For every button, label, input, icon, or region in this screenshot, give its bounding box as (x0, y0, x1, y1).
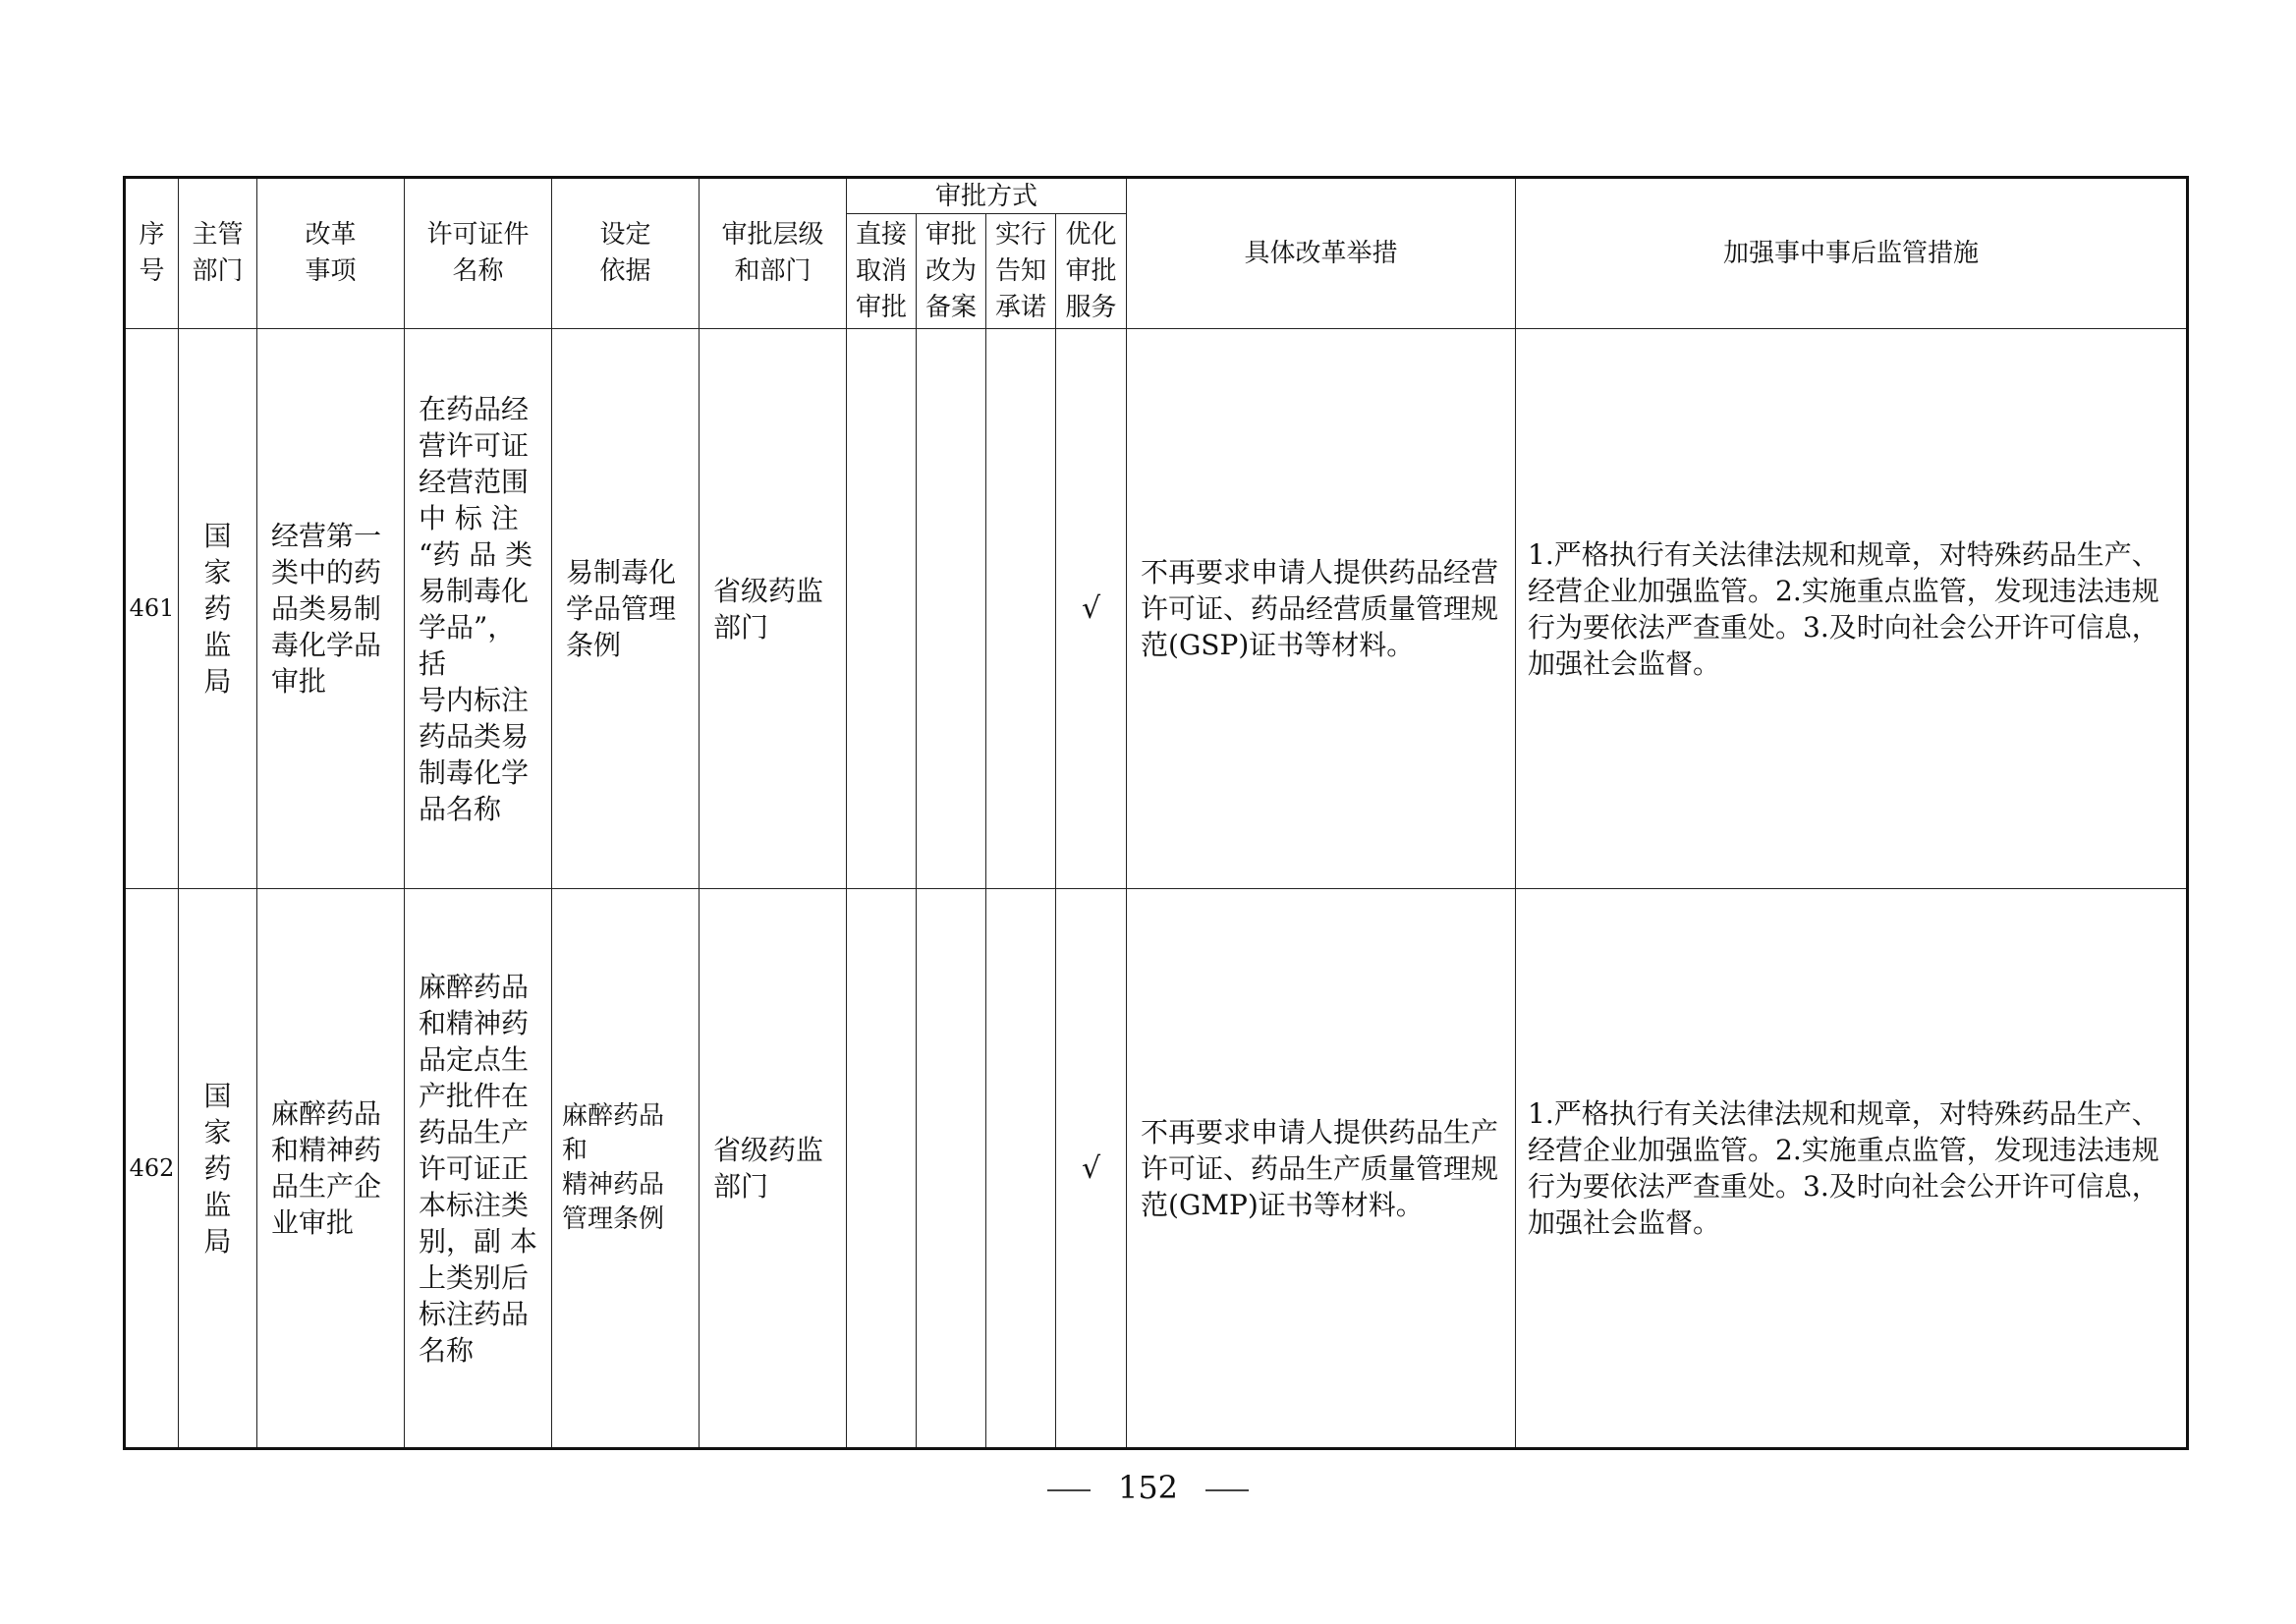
row-seq: 462 (125, 889, 179, 1449)
header-supervision: 加强事中事后监管措施 (1516, 178, 2188, 329)
row-dept: 国 家 药 监 局 (203, 1079, 232, 1258)
page-footer (0, 1469, 2296, 1506)
row-method-cancel (847, 889, 917, 1449)
header-seq: 序 号 (125, 178, 179, 329)
footer-dash-left (1047, 1489, 1091, 1491)
header-method-filing: 审批 改为 备案 (917, 214, 986, 329)
row-supervision: 1.严格执行有关法律法规和规章，对特殊药品生产、经营企业加强监管。2.实施重点监管，发现违法违规行为要依法严查重处。3.及时向社会公开许可信息，加强社会监督。 (1528, 1097, 2159, 1239)
row-dept: 国 家 药 监 局 (203, 520, 232, 698)
header-measures: 具体改革举措 (1127, 178, 1516, 329)
table-row (125, 329, 2188, 889)
header-level: 审批层级 和部门 (700, 178, 847, 329)
header-basis: 设定 依据 (552, 178, 700, 329)
header-row-1 (125, 178, 2188, 214)
table-row (125, 889, 2188, 1449)
reform-table (123, 176, 2189, 1450)
row-permit: 麻醉药品 和精神药 品定点生 产批件在 药品生产 许可证正 本标注类 别，副 本 上类别后 标注药品 名称 (419, 970, 537, 1367)
header-item: 改革 事项 (257, 178, 405, 329)
footer-dash-right (1205, 1489, 1249, 1491)
header-method-notice: 实行 告知 承诺 (986, 214, 1056, 329)
row-method-optimize-check: √ (1056, 889, 1127, 1449)
header-permit: 许可证件 名称 (405, 178, 552, 329)
row-seq: 461 (125, 329, 179, 889)
row-method-filing (917, 889, 986, 1449)
row-item: 经营第一 类中的药 品类易制 毒化学品 审批 (271, 520, 382, 698)
header-dept: 主管 部门 (179, 178, 257, 329)
row-basis: 麻醉药品和 精神药品 管理条例 (562, 1101, 665, 1234)
row-supervision: 1.严格执行有关法律法规和规章，对特殊药品生产、经营企业加强监管。2.实施重点监管，发现违法违规行为要依法严查重处。3.及时向社会公开许可信息，加强社会监督。 (1528, 537, 2159, 680)
row-measures: 不再要求申请人提供药品经营许可证、药品经营质量管理规范(GSP)证书等材料。 (1141, 556, 1499, 661)
row-level: 省级药监 部门 (713, 574, 824, 644)
header-method-optimize: 优化 审批 服务 (1056, 214, 1127, 329)
row-permit: 在药品经 营许可证 经营范围 中 标 注 “药 品 类 易制毒化 学品”，括 号内标注 药品类易 制毒化学 品名称 (419, 392, 533, 825)
row-method-notice (986, 889, 1056, 1449)
header-method-group: 审批方式 (847, 178, 1127, 214)
row-method-filing (917, 329, 986, 889)
row-method-notice (986, 329, 1056, 889)
row-basis: 易制毒化 学品管理 条例 (566, 556, 677, 661)
header-method-cancel: 直接 取消 审批 (847, 214, 917, 329)
row-level: 省级药监 部门 (713, 1134, 824, 1203)
page-number: 152 (1117, 1469, 1179, 1506)
row-measures: 不再要求申请人提供药品生产许可证、药品生产质量管理规范(GMP)证书等材料。 (1141, 1115, 1499, 1221)
row-method-optimize-check: √ (1056, 329, 1127, 889)
row-method-cancel (847, 329, 917, 889)
row-item: 麻醉药品 和精神药 品生产企 业审批 (271, 1097, 382, 1239)
